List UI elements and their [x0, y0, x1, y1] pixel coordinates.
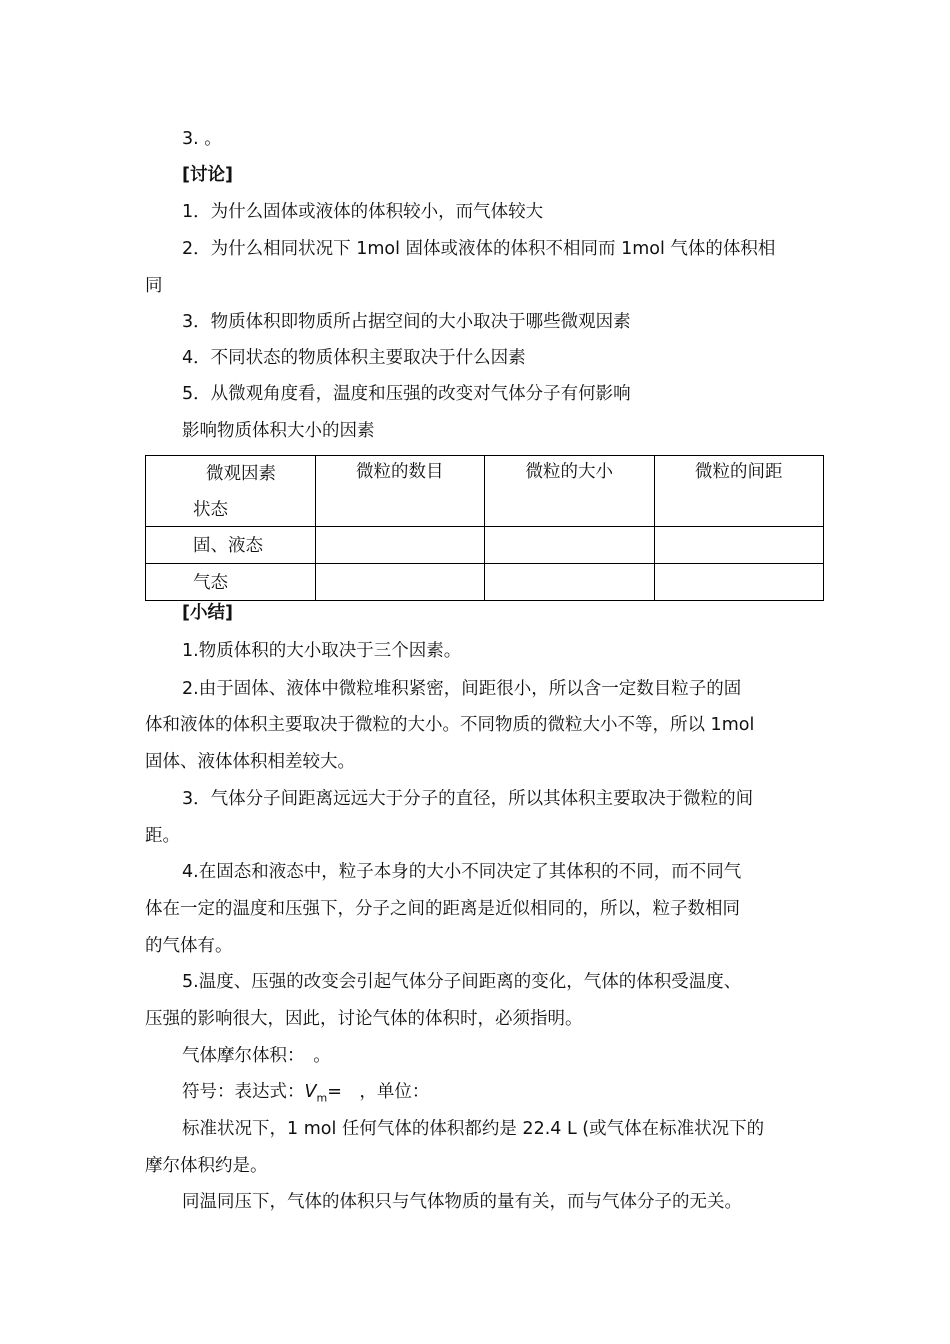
- standard-conditions-line-2: 摩尔体积约是。: [145, 1156, 268, 1176]
- discussion-heading: [讨论]: [182, 165, 233, 185]
- symbol-subscript: m: [316, 1091, 328, 1105]
- summary-point-4-line-3: 的气体有。: [145, 936, 233, 956]
- symbol-prefix: 符号：表达式：: [182, 1082, 305, 1102]
- summary-point-2-line-2: 体和液体的体积主要取决于微粒的大小。不同物质的微粒大小不等，所以 1mol: [145, 715, 755, 735]
- molar-volume-definition: 气体摩尔体积： 。: [182, 1046, 331, 1066]
- symbol-variable: V: [304, 1082, 317, 1102]
- table-cell: [315, 564, 485, 601]
- table-row: [146, 564, 824, 601]
- table-cell: [654, 527, 824, 564]
- standard-conditions-line-1: 标准状况下，1 mol 任何气体的体积都约是 22.4 L (或气体在标准状况下的: [182, 1119, 765, 1139]
- header-particle-count: 微粒的数目: [315, 456, 485, 527]
- discussion-question-2: 2．为什么相同状况下 1mol 固体或液体的体积不相同而 1mol 气体的体积相: [182, 239, 776, 259]
- summary-point-1: 1.物质体积的大小取决于三个因素。: [182, 641, 462, 661]
- molar-volume-symbol: [182, 1080, 429, 1111]
- summary-point-2-line-3: 固体、液体体积相差较大。: [145, 752, 355, 772]
- table-header-row: [146, 456, 824, 527]
- summary-heading: [小结]: [182, 603, 233, 623]
- table-corner-cell: [146, 456, 316, 527]
- header-particle-size: 微粒的大小: [485, 456, 655, 527]
- table-row: [146, 527, 824, 564]
- item-3: 3. 。: [182, 129, 222, 149]
- same-temperature-pressure: 同温同压下，气体的体积只与气体物质的量有关，而与气体分子的无关。: [182, 1192, 742, 1212]
- corner-label-factors: 微观因素: [206, 464, 276, 484]
- summary-point-4-line-2: 体在一定的温度和压强下，分子之间的距离是近似相同的，所以，粒子数相同: [145, 899, 740, 919]
- corner-label-state: 状态: [193, 500, 228, 520]
- symbol-suffix: = ，单位：: [327, 1082, 430, 1102]
- table-caption: 影响物质体积大小的因素: [182, 421, 375, 441]
- row-label-solid-liquid: 固、液态: [146, 527, 316, 564]
- summary-point-5-line-1: 5.温度、压强的改变会引起气体分子间距离的变化，气体的体积受温度、: [182, 972, 742, 992]
- summary-point-2-line-1: 2.由于固体、液体中微粒堆积紧密，间距很小，所以含一定数目粒子的固: [182, 679, 742, 699]
- row-label-gas: 气态: [146, 564, 316, 601]
- table-cell: [654, 564, 824, 601]
- table-cell: [485, 564, 655, 601]
- discussion-question-4: 4．不同状态的物质体积主要取决于什么因素: [182, 348, 526, 368]
- summary-point-3-line-2: 距。: [145, 826, 180, 846]
- summary-point-4-line-1: 4.在固态和液态中，粒子本身的大小不同决定了其体积的不同，而不同气: [182, 862, 742, 882]
- discussion-question-5: 5．从微观角度看，温度和压强的改变对气体分子有何影响: [182, 384, 631, 404]
- summary-point-5-line-2: 压强的影响很大，因此，讨论气体的体积时，必须指明。: [145, 1009, 583, 1029]
- table-cell: [485, 527, 655, 564]
- summary-point-3-line-1: 3．气体分子间距离远远大于分子的直径，所以其体积主要取决于微粒的间: [182, 789, 754, 809]
- factors-table: [145, 455, 824, 601]
- discussion-question-3: 3．物质体积即物质所占据空间的大小取决于哪些微观因素: [182, 312, 631, 332]
- header-particle-spacing: 微粒的间距: [654, 456, 824, 527]
- discussion-question-2-cont: 同: [145, 276, 163, 296]
- table-cell: [315, 527, 485, 564]
- discussion-question-1: 1．为什么固体或液体的体积较小，而气体较大: [182, 202, 544, 222]
